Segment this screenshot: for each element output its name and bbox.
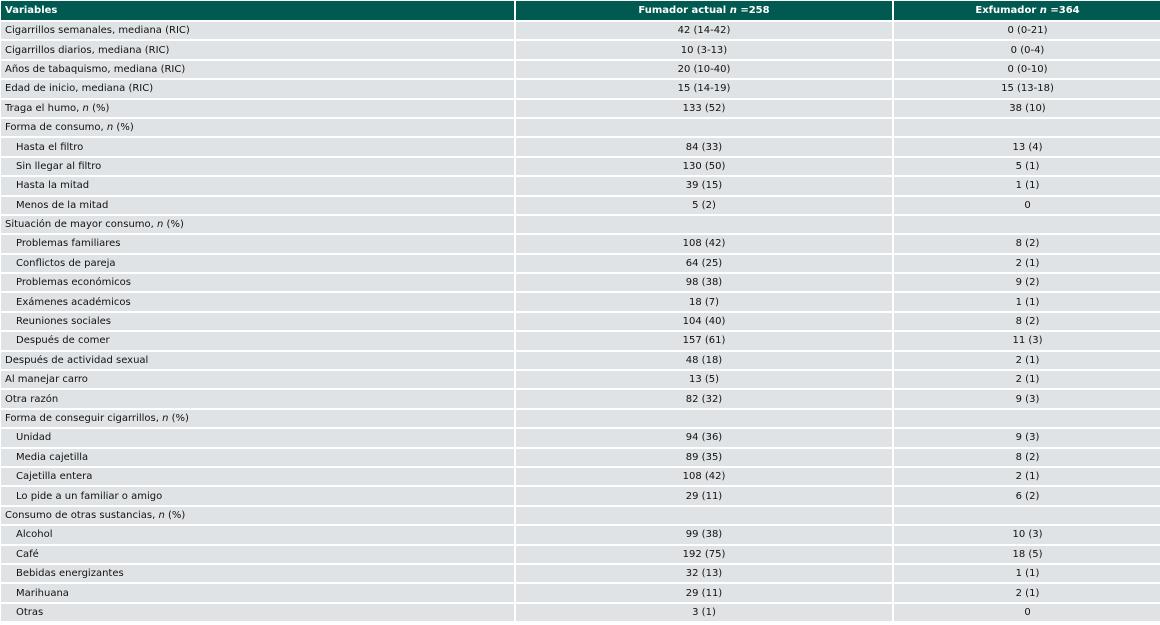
cell-current-smoker: 98 (38) xyxy=(516,274,892,291)
header-row xyxy=(1,1,1160,20)
row-label xyxy=(1,584,514,601)
cell-current-smoker: 157 (61) xyxy=(516,332,892,349)
table-row xyxy=(1,565,1160,582)
cell-current-smoker: 104 (40) xyxy=(516,313,892,330)
cell-current-smoker xyxy=(516,507,892,524)
row-label xyxy=(1,371,514,388)
row-label-text: Unidad xyxy=(16,432,52,444)
table-row xyxy=(1,177,1160,194)
cell-former-smoker: 15 (13-18) xyxy=(894,80,1160,97)
cell-former-smoker: 9 (3) xyxy=(894,390,1160,407)
row-label xyxy=(1,487,514,504)
table-row xyxy=(1,197,1160,214)
table-row xyxy=(1,352,1160,369)
cell-former-smoker: 0 xyxy=(894,197,1160,214)
row-label xyxy=(1,313,514,330)
cell-current-smoker: 20 (10-40) xyxy=(516,61,892,78)
table-body xyxy=(1,22,1160,621)
header-former-count: =364 xyxy=(1046,5,1080,16)
row-label xyxy=(1,216,514,233)
cell-current-smoker: 48 (18) xyxy=(516,352,892,369)
row-label-suffix: (%) xyxy=(88,102,110,114)
row-label-text: Cajetilla entera xyxy=(16,471,93,483)
cell-former-smoker: 8 (2) xyxy=(894,449,1160,466)
table-row xyxy=(1,371,1160,388)
cell-current-smoker: 99 (38) xyxy=(516,526,892,543)
cell-current-smoker: 94 (36) xyxy=(516,429,892,446)
row-label-text: Forma de consumo, xyxy=(5,122,107,134)
cell-former-smoker xyxy=(894,216,1160,233)
row-label-text: Años de tabaquismo, mediana (RIC) xyxy=(5,63,186,75)
cell-former-smoker: 8 (2) xyxy=(894,313,1160,330)
header-current-count: =258 xyxy=(736,5,770,16)
table-row xyxy=(1,100,1160,117)
row-label xyxy=(1,604,514,621)
table-row xyxy=(1,255,1160,272)
cell-current-smoker: 5 (2) xyxy=(516,197,892,214)
table-row xyxy=(1,429,1160,446)
cell-former-smoker: 9 (3) xyxy=(894,429,1160,446)
header-former-label: Exfumador xyxy=(975,5,1040,16)
table-row xyxy=(1,22,1160,39)
cell-former-smoker: 0 (0-21) xyxy=(894,22,1160,39)
row-label-text: Cigarrillos diarios, mediana (RIC) xyxy=(5,44,170,56)
row-label-text: Reuniones sociales xyxy=(16,316,111,328)
table-row xyxy=(1,119,1160,136)
row-label-n: n xyxy=(82,102,89,114)
cell-current-smoker: 89 (35) xyxy=(516,449,892,466)
row-label-text: Conflictos de pareja xyxy=(16,257,116,269)
cell-former-smoker: 10 (3) xyxy=(894,526,1160,543)
row-label-text: Exámenes académicos xyxy=(16,296,131,308)
cell-former-smoker: 38 (10) xyxy=(894,100,1160,117)
cell-current-smoker: 29 (11) xyxy=(516,487,892,504)
cell-former-smoker: 18 (5) xyxy=(894,546,1160,563)
cell-current-smoker: 3 (1) xyxy=(516,604,892,621)
cell-former-smoker: 0 xyxy=(894,604,1160,621)
row-label xyxy=(1,177,514,194)
table-row xyxy=(1,332,1160,349)
cell-current-smoker: 15 (14-19) xyxy=(516,80,892,97)
cell-former-smoker xyxy=(894,507,1160,524)
table-row xyxy=(1,546,1160,563)
cell-current-smoker: 64 (25) xyxy=(516,255,892,272)
table-row xyxy=(1,449,1160,466)
table-row xyxy=(1,507,1160,524)
row-label xyxy=(1,332,514,349)
cell-current-smoker xyxy=(516,410,892,427)
cell-current-smoker: 84 (33) xyxy=(516,138,892,155)
row-label xyxy=(1,565,514,582)
table-row xyxy=(1,216,1160,233)
row-label-text: Después de actividad sexual xyxy=(5,354,149,366)
row-label xyxy=(1,61,514,78)
row-label xyxy=(1,100,514,117)
table-row xyxy=(1,138,1160,155)
cell-current-smoker: 108 (42) xyxy=(516,468,892,485)
row-label-suffix: (%) xyxy=(168,413,189,424)
cell-current-smoker xyxy=(516,216,892,233)
cell-current-smoker: 39 (15) xyxy=(516,177,892,194)
row-label-text: Lo pide a un familiar o amigo xyxy=(16,490,163,502)
row-label xyxy=(1,255,514,272)
header-former-smoker xyxy=(894,1,1160,20)
cell-current-smoker: 32 (13) xyxy=(516,565,892,582)
row-label xyxy=(1,429,514,446)
cell-former-smoker: 6 (2) xyxy=(894,487,1160,504)
row-label xyxy=(1,507,514,524)
row-label-n: n xyxy=(158,509,165,521)
row-label-n: n xyxy=(157,219,164,231)
row-label-text: Otra razón xyxy=(5,393,59,405)
cell-former-smoker: 2 (1) xyxy=(894,255,1160,272)
cell-current-smoker: 18 (7) xyxy=(516,293,892,310)
row-label xyxy=(1,41,514,58)
row-label xyxy=(1,119,514,136)
cell-current-smoker: 192 (75) xyxy=(516,546,892,563)
cell-former-smoker: 11 (3) xyxy=(894,332,1160,349)
cell-former-smoker: 9 (2) xyxy=(894,274,1160,291)
cell-former-smoker: 2 (1) xyxy=(894,371,1160,388)
row-label xyxy=(1,197,514,214)
cell-former-smoker: 1 (1) xyxy=(894,293,1160,310)
row-label-text: Problemas económicos xyxy=(16,277,131,289)
row-label-text: Marihuana xyxy=(16,587,69,599)
row-label-text: Menos de la mitad xyxy=(16,199,109,211)
cell-current-smoker: 108 (42) xyxy=(516,235,892,252)
cell-former-smoker: 1 (1) xyxy=(894,565,1160,582)
cell-former-smoker: 2 (1) xyxy=(894,584,1160,601)
cell-former-smoker: 1 (1) xyxy=(894,177,1160,194)
row-label xyxy=(1,449,514,466)
row-label-text: Sin llegar al filtro xyxy=(16,160,102,172)
table-row xyxy=(1,80,1160,97)
row-label-text: Bebidas energizantes xyxy=(16,568,124,580)
table-row xyxy=(1,604,1160,621)
cell-current-smoker xyxy=(516,119,892,136)
table-row xyxy=(1,487,1160,504)
row-label-suffix: (%) xyxy=(164,509,186,521)
cell-former-smoker xyxy=(894,119,1160,136)
cell-current-smoker: 10 (3-13) xyxy=(516,41,892,58)
row-label-text: Problemas familiares xyxy=(16,238,121,250)
table-row xyxy=(1,61,1160,78)
table-row xyxy=(1,526,1160,543)
row-label-text: Café xyxy=(16,548,39,560)
table-row xyxy=(1,410,1160,427)
cell-former-smoker xyxy=(894,410,1160,427)
cell-current-smoker: 13 (5) xyxy=(516,371,892,388)
row-label xyxy=(1,235,514,252)
row-label-text: Media cajetilla xyxy=(16,451,89,463)
row-label-text: Cigarrillos semanales, mediana (RIC) xyxy=(5,25,190,37)
row-label xyxy=(1,526,514,543)
row-label-text: Alcohol xyxy=(16,529,53,541)
row-label xyxy=(1,80,514,97)
row-label-text: Situación de mayor consumo, xyxy=(5,219,158,231)
row-label xyxy=(1,410,514,427)
cell-former-smoker: 2 (1) xyxy=(894,468,1160,485)
cell-current-smoker: 42 (14-42) xyxy=(516,22,892,39)
row-label-suffix: (%) xyxy=(163,219,184,231)
row-label xyxy=(1,138,514,155)
row-label-n: n xyxy=(162,413,169,424)
row-label xyxy=(1,293,514,310)
table-row xyxy=(1,293,1160,310)
row-label xyxy=(1,390,514,407)
header-current-smoker xyxy=(516,1,892,20)
table-row xyxy=(1,158,1160,175)
row-label-text: Otras xyxy=(16,606,44,618)
row-label-text: Consumo de otras sustancias, xyxy=(5,509,159,521)
cell-current-smoker: 130 (50) xyxy=(516,158,892,175)
row-label-suffix: (%) xyxy=(113,122,134,134)
row-label-text: Edad de inicio, mediana (RIC) xyxy=(5,83,154,95)
table-row xyxy=(1,235,1160,252)
row-label xyxy=(1,158,514,175)
table-row xyxy=(1,313,1160,330)
cell-former-smoker: 2 (1) xyxy=(894,352,1160,369)
cell-former-smoker: 0 (0-4) xyxy=(894,41,1160,58)
row-label xyxy=(1,468,514,485)
cell-former-smoker: 5 (1) xyxy=(894,158,1160,175)
cell-former-smoker: 8 (2) xyxy=(894,235,1160,252)
table-row xyxy=(1,41,1160,58)
header-variables: Variables xyxy=(1,1,514,20)
header-former-n: n xyxy=(1039,5,1047,16)
row-label-text: Hasta el filtro xyxy=(16,141,84,153)
row-label-text: Después de comer xyxy=(16,335,110,347)
row-label-text: Forma de conseguir cigarrillos, xyxy=(5,413,163,424)
table-row xyxy=(1,274,1160,291)
row-label xyxy=(1,274,514,291)
row-label-text: Hasta la mitad xyxy=(16,180,90,192)
table-row xyxy=(1,468,1160,485)
header-current-label: Fumador actual xyxy=(638,5,730,16)
cell-current-smoker: 29 (11) xyxy=(516,584,892,601)
row-label xyxy=(1,352,514,369)
cell-current-smoker: 82 (32) xyxy=(516,390,892,407)
row-label xyxy=(1,22,514,39)
row-label-text: Traga el humo, xyxy=(5,102,83,114)
row-label-n: n xyxy=(106,122,114,134)
cell-former-smoker: 13 (4) xyxy=(894,138,1160,155)
row-label-text: Al manejar carro xyxy=(5,374,88,386)
header-current-n: n xyxy=(729,5,737,16)
row-label xyxy=(1,546,514,563)
table-row xyxy=(1,584,1160,601)
table-row xyxy=(1,390,1160,407)
cell-former-smoker: 0 (0-10) xyxy=(894,61,1160,78)
cell-current-smoker: 133 (52) xyxy=(516,100,892,117)
